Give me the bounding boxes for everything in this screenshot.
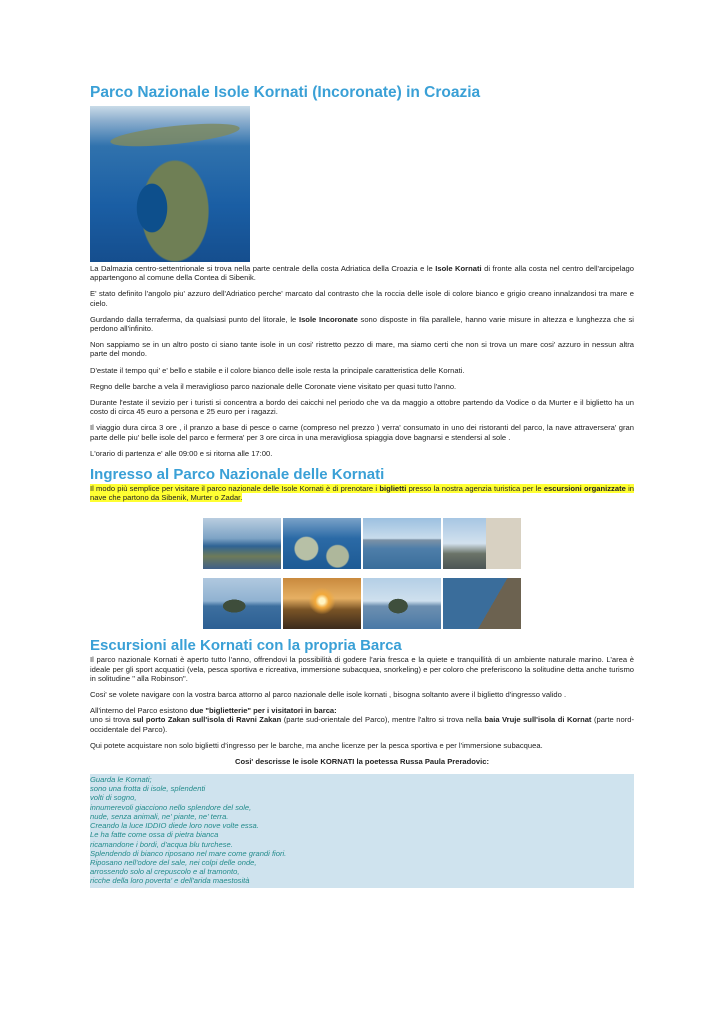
intro-paragraph: Non sappiamo se in un altro posto ci siano tante isole in un cosi' ristretto pezzo di mare, ma siamo certi che non si trova un mare cosi' azzuro in nessun altra parte del mondo. — [90, 340, 634, 359]
intro-text — [90, 264, 634, 458]
page-title: Parco Nazionale Isole Kornati (Incoronate) in Croazia — [90, 84, 481, 101]
escursioni-paragraph: Cosi' se volete navigare con la vostra barca attorno al parco nazionale delle isole kornati , bisogna soltanto avere il biglietto d'ingresso valido . — [90, 690, 567, 700]
poem-line: nude, senza animali, ne' piante, ne' terra. — [90, 811, 229, 821]
page-content — [90, 84, 634, 888]
intro-paragraph: D'estate il tempo qui' e' bello e stabile e il colore bianco delle isole resta la principale caratteristica delle Kornati. — [90, 365, 465, 375]
intro-paragraph: Durante l'estate il sevizio per i turisti si concentra a bordo dei caicchi nel periodo che va da maggio a ottobre partendo da Vodice o da Murter e il biglietto ha un costo di circa 45 euro a persona e 25 euro per i ragazzi. — [90, 398, 634, 417]
intro-paragraph: L'orario di partenza e' alle 09:00 e si ritorna alle 17:00. — [90, 448, 273, 458]
photo-gallery — [203, 518, 521, 629]
gallery-photo[interactable] — [363, 578, 441, 629]
ingresso-paragraph: Il modo più semplice per visitare il parco nazionale delle Isole Kornati è di prenotare i biglietti presso la nostra agenzia turistica per le escursioni organizzate in nave che partono da Sibenik, Murter o Zadar. — [90, 484, 634, 503]
poem-line: ricamandone i bordi, d'acqua blu turchese. — [90, 839, 233, 849]
poem-line: Creando la luce IDDIO diede loro nove volte essa. — [90, 821, 259, 831]
poem-line: Riposano nell'odore del sale, nei colpi delle onde, — [90, 857, 257, 867]
intro-paragraph: Il viaggio dura circa 3 ore , il pranzo a base di pesce o carne (compreso nel prezzo ) verra' consumato in uno dei ristoranti del parco, la nave attraversera' gran parte delle piu' belle isole del parco e fermera' per 3 ore circa in una meravigliosa spiaggia dove bagnarsi e stendersi al sole . — [90, 423, 634, 442]
gallery-photo[interactable] — [363, 518, 441, 569]
poem-line: Splendendo di bianco riposano nel mare come grandi fiori. — [90, 848, 287, 858]
gallery-photo[interactable] — [443, 518, 521, 569]
escursioni-paragraph: Il parco nazionale Kornati è aperto tutto l’anno, offrendovi la possibilità di godere l’aria fresca e la quiete e tranquillità di un ambiente naturale marino. L’area è ideale per gli sport acquatici (vela, pesca sportiva e ricreativa, immersione subacquea, snorkeling) e per coloro che preferiscono la solitudine detta anche turismo in solitudine " alla Robinson". — [90, 655, 634, 683]
poem-line: sono una frotta di isole, splendenti — [90, 784, 206, 794]
poem-line: arrossendo solo al crepuscolo e al tramonto, — [90, 867, 240, 877]
section-heading-ingresso: Ingresso al Parco Nazionale delle Kornati — [90, 466, 385, 484]
biglietterie-paragraph: All'interno del Parco esistono due "biglietterie" per i visitatori in barca: uno si trova sul porto Zakan sull'isola di Ravni Zakan (parte sud-orientale del Parco), mentre l'altro si trova nella baia Vruje sull'isola di Kornat (parte nord-occidentale del Parco). — [90, 706, 634, 734]
section-heading-escursioni: Escursioni alle Kornati con la propria Barca — [90, 637, 402, 655]
poem-line: ricche della loro poverta' e dell'arida maestosità — [90, 876, 250, 886]
intro-paragraph: Gurdando dalla terraferma, da qualsiasi punto del litorale, le Isole Incoronate sono disposte in fila parallele, hanno varie misure in altezza e lunghezza che si perdono all'infinito. — [90, 314, 634, 334]
intro-paragraph: Regno delle barche a vela il meraviglioso parco nazionale delle Coronate viene visitato per quasi tutto l'anno. — [90, 381, 457, 391]
gallery-photo[interactable] — [203, 578, 281, 629]
intro-paragraph: La Dalmazia centro-settentrionale si trova nella parte centrale della costa Adriatica della Croazia e le Isole Kornati di fronte alla costa nel centro dell'arcipelago appartengono al comune della Contea di Sibenik. — [90, 264, 634, 283]
intro-paragraph: E' stato definito l'angolo piu' azzuro dell'Adriatico perche' marcato dal contrasto che la roccia delle isole di colore bianco e grigio creano innalzandosi tra mare e cielo. — [90, 289, 634, 308]
kornati-aerial-photo — [90, 106, 250, 262]
poem-line: volti di sogno, — [90, 793, 137, 803]
poem-line: Le ha fatte come ossa di pietra bianca — [90, 830, 219, 840]
poem-heading: Cosi' descrisse le isole KORNATI la poetessa Russa Paula Preradovic: — [234, 757, 490, 767]
poem-block — [90, 774, 634, 887]
poem-line: innumerevoli giacciono nello splendore del sole, — [90, 802, 252, 812]
escursioni-paragraph: Qui potete acquistare non solo biglietti d’ingresso per le barche, ma anche licenze per la pesca sportiva e per l'immersione subacquea. — [90, 740, 543, 750]
gallery-photo[interactable] — [283, 578, 361, 629]
gallery-photo[interactable] — [443, 578, 521, 629]
gallery-photo[interactable] — [203, 518, 281, 569]
gallery-photo[interactable] — [283, 518, 361, 569]
poem-line: Guarda le Kornati; — [90, 775, 152, 785]
